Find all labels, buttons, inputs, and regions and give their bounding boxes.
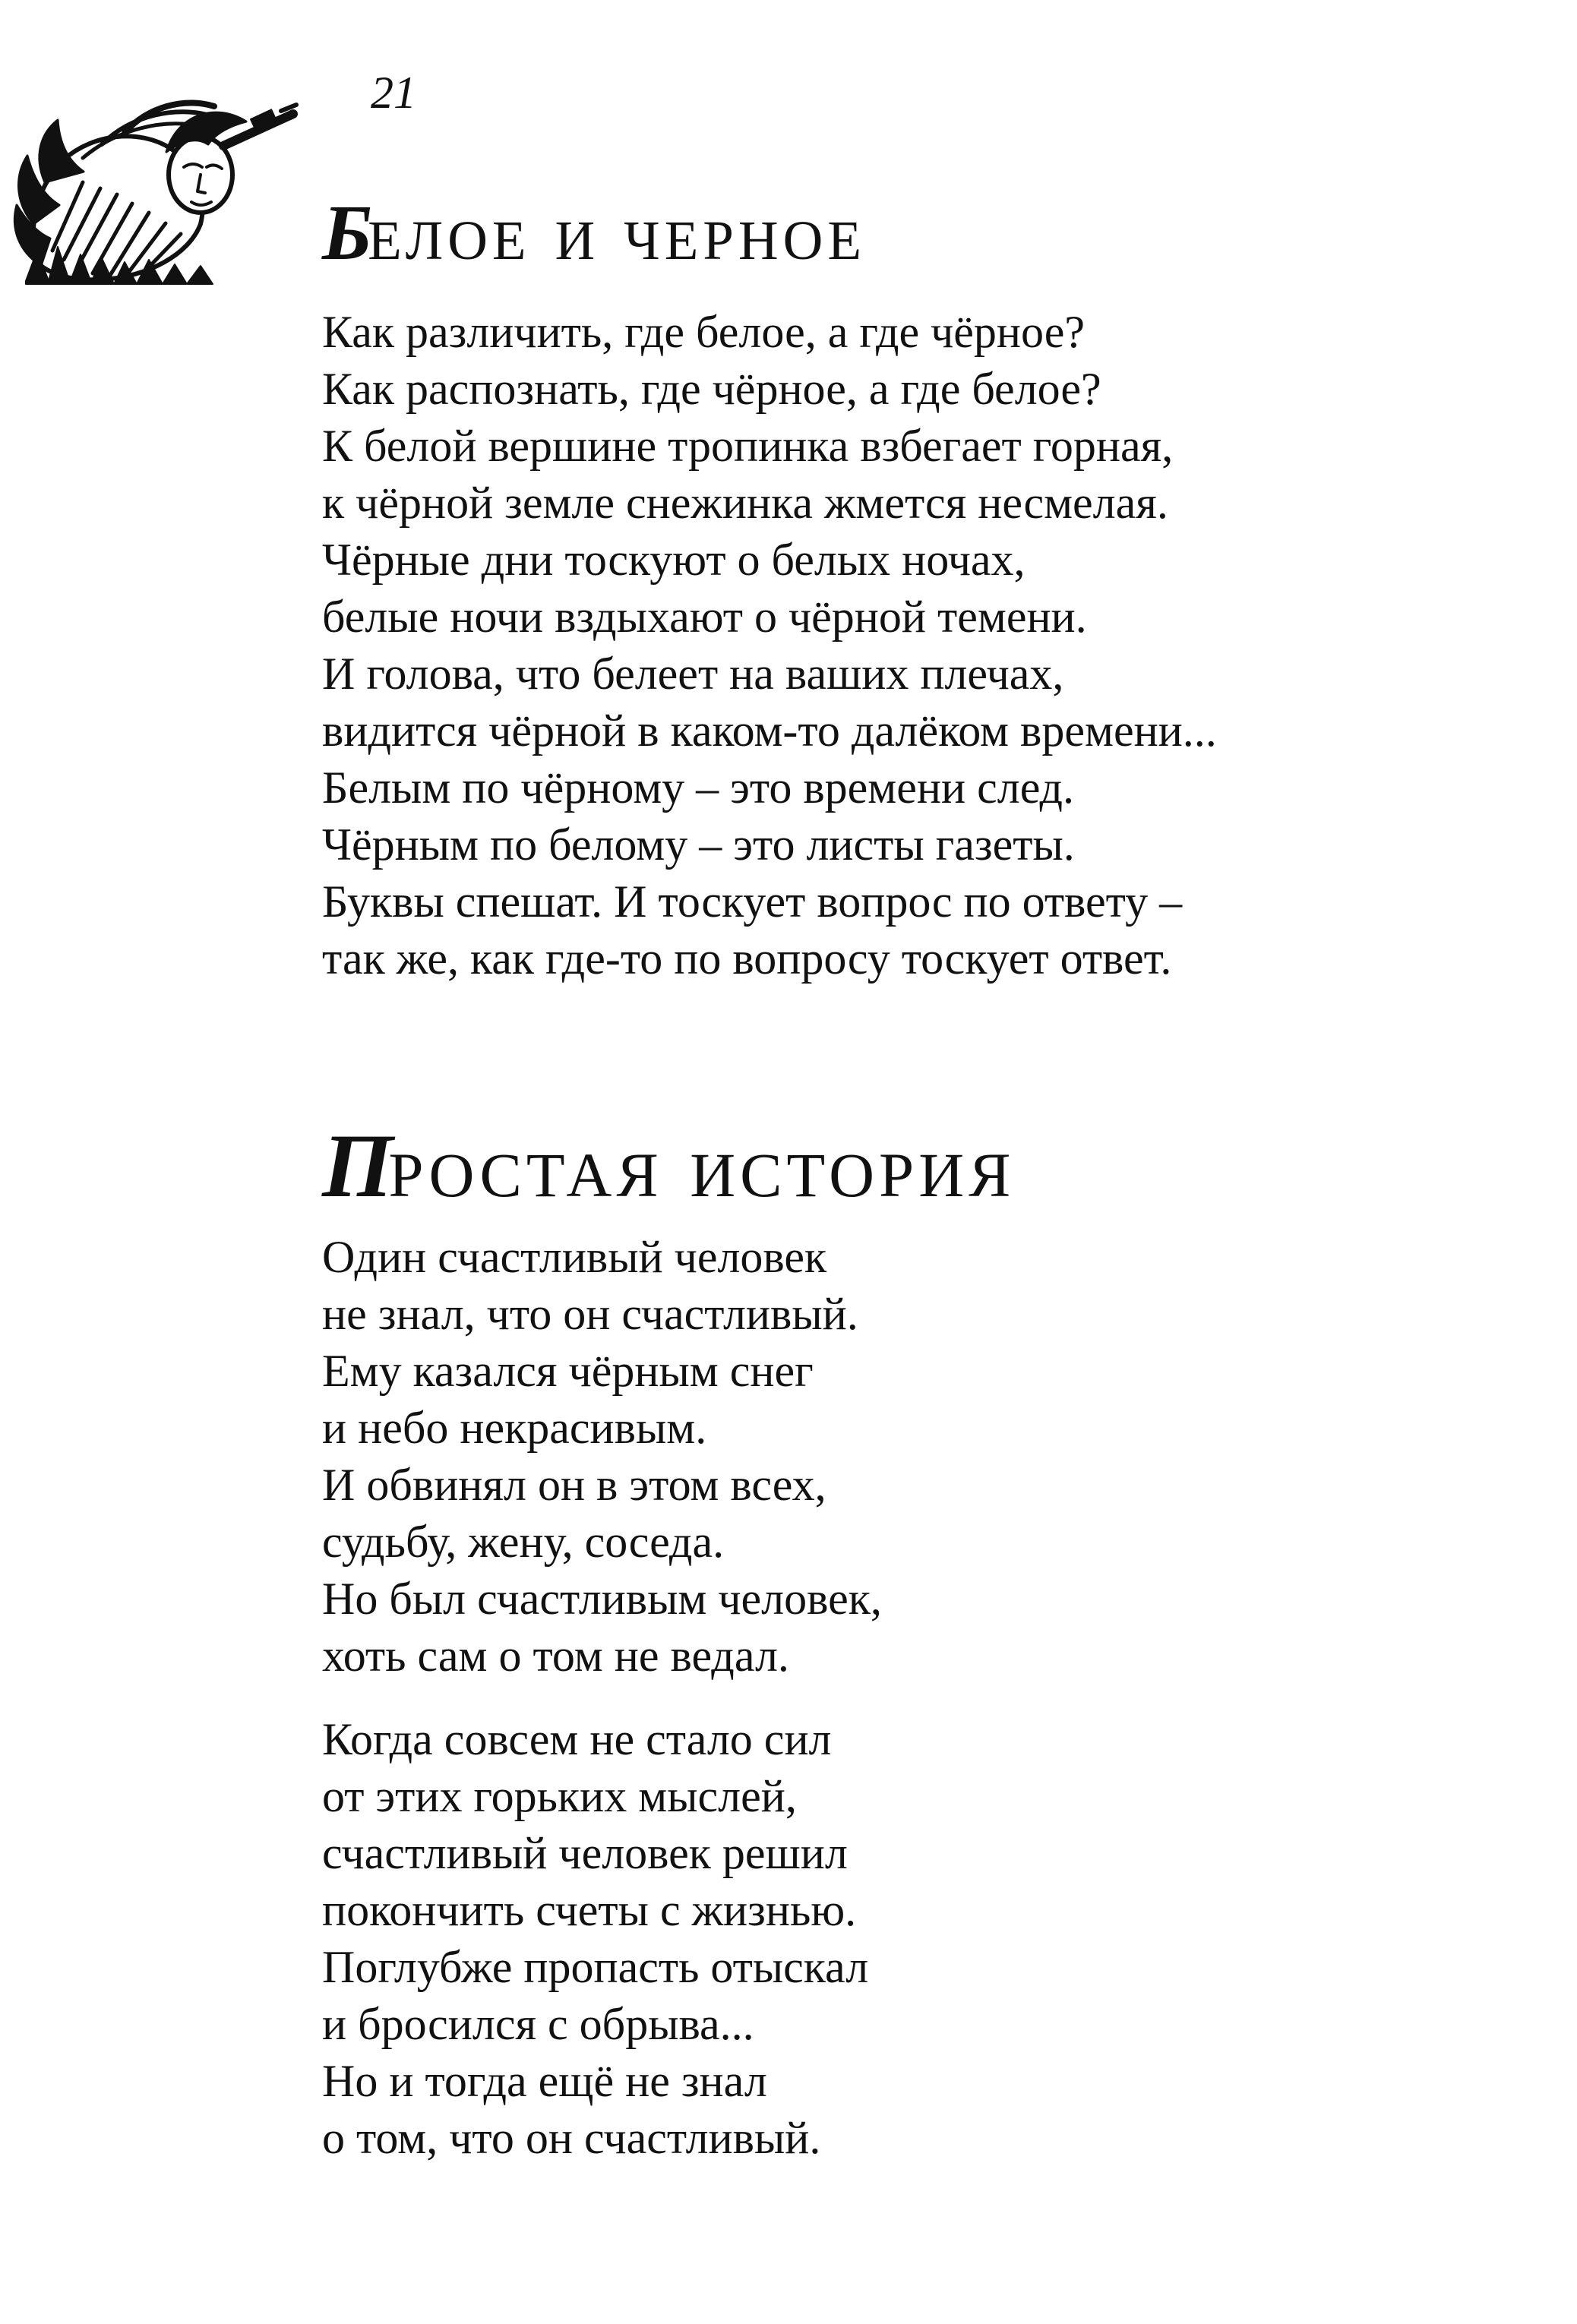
title-initial: Б bbox=[322, 189, 368, 276]
verse-line: Чёрным по белому – это листы газеты. bbox=[322, 819, 1075, 870]
poem-2-stanza-2 bbox=[322, 1711, 868, 2167]
poem-title-beloe-i-chernoe bbox=[322, 189, 866, 276]
verse-line: к чёрной земле снежинка жмется несмелая. bbox=[322, 478, 1168, 528]
verse-line: от этих горьких мыслей, bbox=[322, 1771, 797, 1821]
verse-line: Чёрные дни тоскуют о белых ночах, bbox=[322, 535, 1026, 585]
feathered-bird-with-rider-woodcut-icon bbox=[11, 61, 299, 289]
verse-line: счастливый человек решил bbox=[322, 1828, 848, 1878]
verse-line: Но был счастливым человек, bbox=[322, 1574, 882, 1624]
verse-line: судьбу, жену, соседа. bbox=[322, 1517, 725, 1567]
poem-2-stanza-1 bbox=[322, 1229, 882, 1685]
verse-line: К белой вершине тропинка взбегает горная, bbox=[322, 421, 1174, 471]
verse-line: и бросился с обрыва... bbox=[322, 1999, 754, 2049]
verse-line: белые ночи вздыхают о чёрной темени. bbox=[322, 592, 1087, 642]
verse-line: Ему казался чёрным снег bbox=[322, 1346, 814, 1396]
verse-line: Как различить, где белое, а где чёрное? bbox=[322, 307, 1086, 357]
verse-line: Буквы спешат. И тоскует вопрос по ответу – bbox=[322, 876, 1183, 927]
title-rest: ростая история bbox=[388, 1116, 1016, 1216]
verse-line: покончить счеты с жизнью. bbox=[322, 1885, 857, 1935]
verse-line: о том, что он счастливый. bbox=[322, 2113, 821, 2163]
verse-line: Поглубже пропасть отыскал bbox=[322, 1942, 869, 1992]
verse-line: Как распознать, где чёрное, а где белое? bbox=[322, 364, 1101, 414]
verse-line: И голова, что белеет на ваших плечах, bbox=[322, 649, 1064, 699]
verse-line: видится чёрной в каком-то далёком времени... bbox=[322, 706, 1217, 756]
verse-line: И обвинял он в этом всех, bbox=[322, 1460, 826, 1510]
verse-line: Один счастливый человек bbox=[322, 1232, 827, 1282]
verse-line: хоть сам о том не ведал. bbox=[322, 1631, 789, 1681]
verse-line: так же, как где-то по вопросу тоскует ответ. bbox=[322, 933, 1172, 984]
title-rest: елое и черное bbox=[368, 189, 866, 276]
verse-line: Белым по чёрному – это времени след. bbox=[322, 763, 1075, 813]
verse-line: и небо некрасивым. bbox=[322, 1403, 707, 1453]
verse-line: Когда совсем не стало сил bbox=[322, 1714, 832, 1764]
poem-title-prostaya-istoriya bbox=[322, 1115, 1016, 1216]
page-number: 21 bbox=[371, 68, 416, 118]
poem-1-stanza-1 bbox=[322, 304, 1217, 987]
verse-line: Но и тогда ещё не знал bbox=[322, 2056, 767, 2106]
title-initial: П bbox=[322, 1115, 389, 1216]
verse-line: не знал, что он счастливый. bbox=[322, 1289, 858, 1339]
